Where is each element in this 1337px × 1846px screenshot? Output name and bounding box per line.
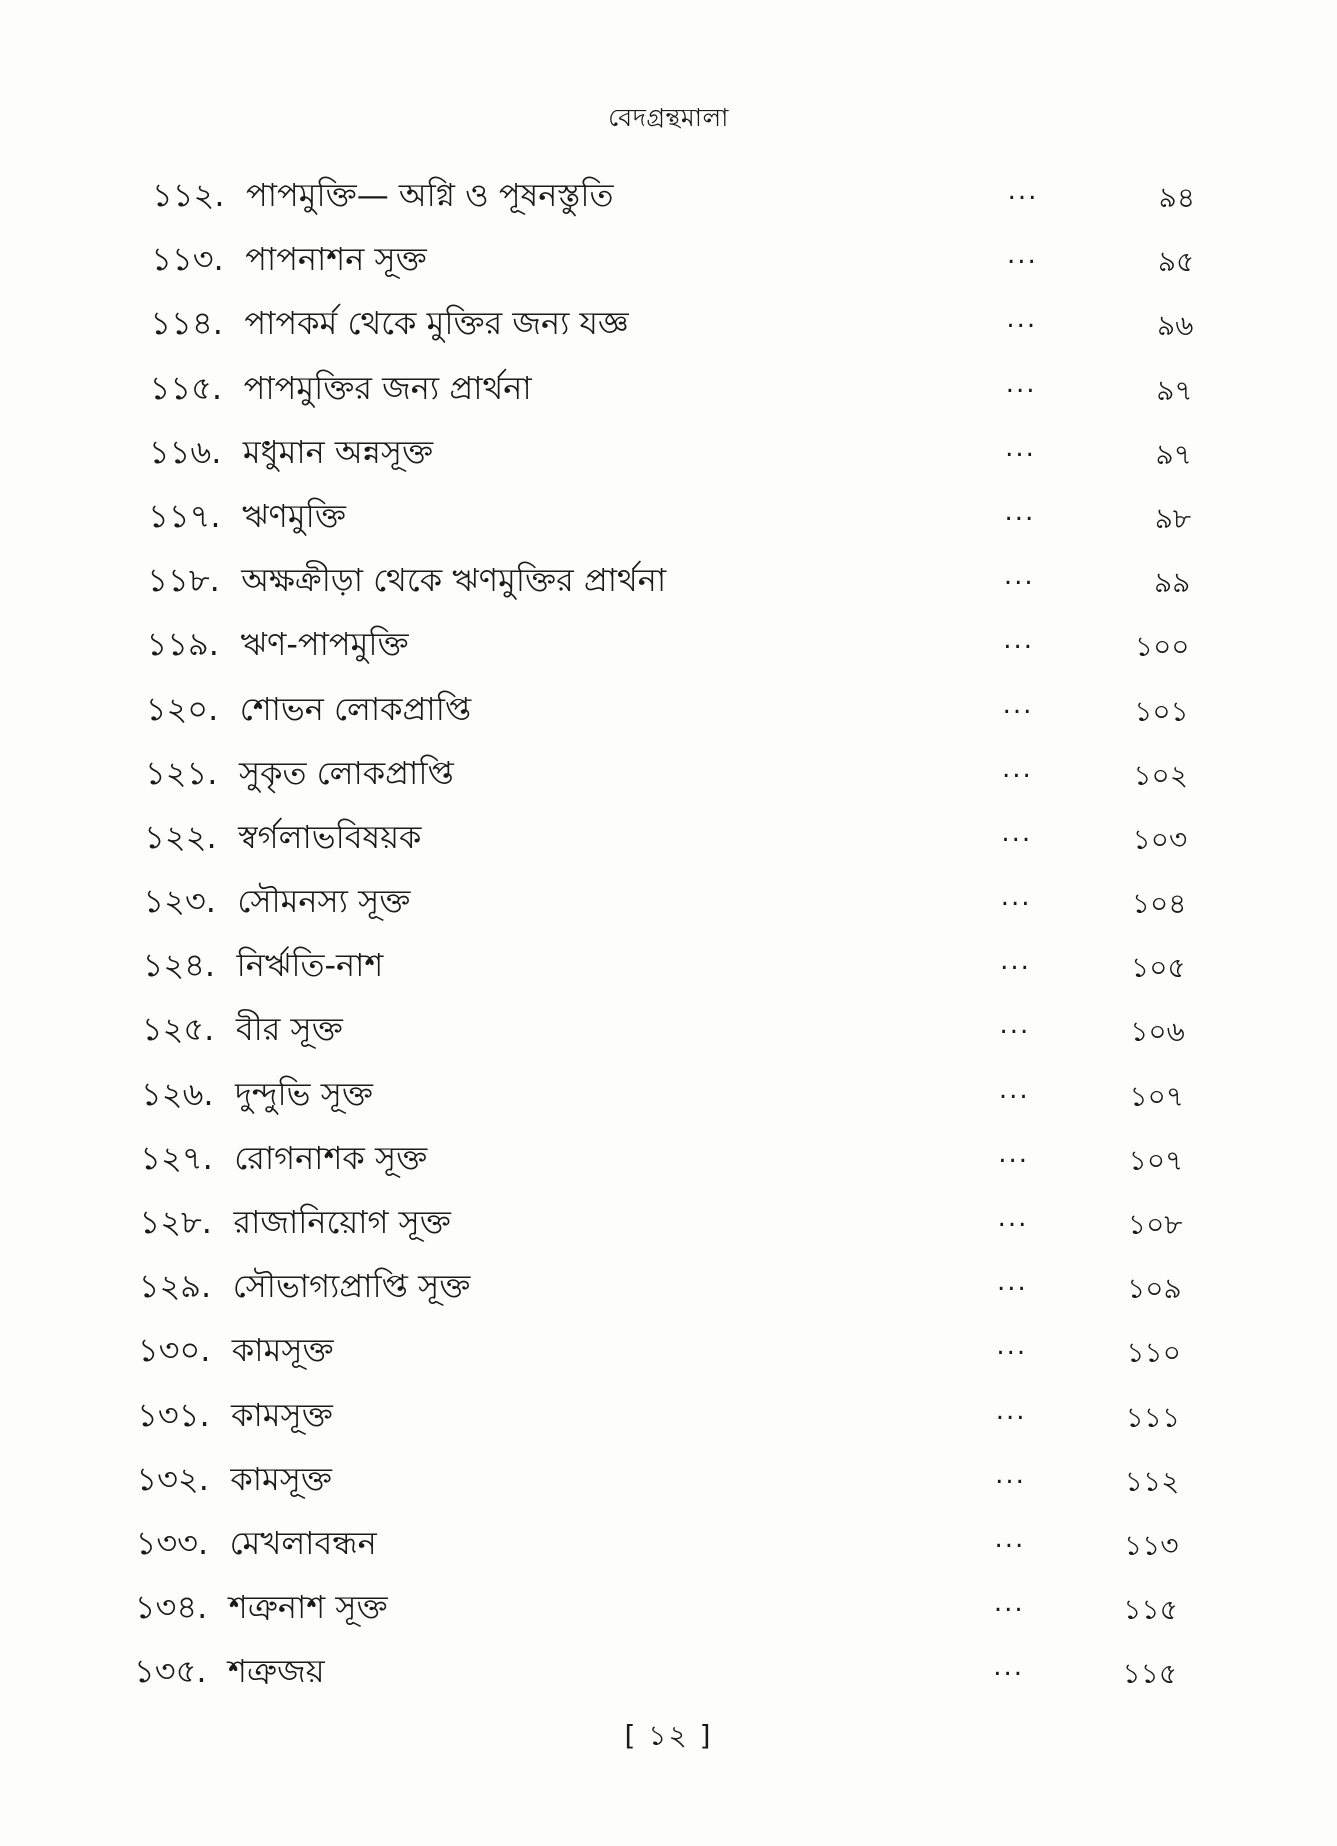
toc-entry: [0, 804, 1337, 868]
toc-entry-leader-dots: ...: [1001, 753, 1033, 784]
toc-entry-page: ১০৯: [1127, 1272, 1182, 1306]
toc-entry-page: ১০৮: [1127, 1208, 1183, 1241]
toc-entry-title: কামসূক্ত: [230, 1459, 333, 1498]
toc-entry-page: ১০৭: [1129, 1079, 1185, 1113]
toc-entry-title: পাপকর্ম থেকে মুক্তির জন্য যজ্ঞ: [244, 304, 629, 343]
toc-entry: [0, 611, 1337, 675]
toc-entry: [0, 1574, 1337, 1638]
toc-entry-number: ১৩০.: [137, 1331, 211, 1370]
toc-entry-page: ৯৭: [1156, 373, 1193, 407]
toc-entry: [0, 676, 1337, 740]
toc-entry-page: ১০৬: [1130, 1015, 1185, 1049]
toc-entry: [0, 226, 1337, 290]
toc-entry-title: নির্ঋতি-নাশ: [236, 946, 384, 985]
toc-entry: [0, 1189, 1337, 1253]
toc-entry-title: দুন্দুভি সূক্ত: [235, 1074, 373, 1113]
toc-entry-number: ১৩১.: [137, 1395, 210, 1434]
toc-entry: [0, 868, 1337, 932]
toc-entry: [0, 1125, 1337, 1189]
toc-entry-leader-dots: ...: [995, 1459, 1026, 1490]
toc-entry-number: ১২১.: [144, 753, 218, 792]
toc-entry-title: বীর সূক্ত: [235, 1010, 343, 1049]
toc-entry-number: ১২৯.: [138, 1267, 212, 1306]
toc-entry-number: ১১৯.: [146, 625, 219, 664]
toc-entry-title: ঋণমুক্তি: [242, 496, 346, 535]
toc-entry-leader-dots: ...: [995, 1395, 1027, 1426]
toc-entry-page: ১১৫: [1122, 1657, 1177, 1691]
toc-entry: [0, 1510, 1337, 1574]
toc-entry: [0, 932, 1337, 996]
toc-entry-leader-dots: ...: [999, 1010, 1031, 1041]
toc-entry-page: ১১৫: [1123, 1593, 1178, 1627]
toc-entry-page: ১০৭: [1128, 1143, 1184, 1177]
toc-entry-leader-dots: ...: [996, 1331, 1028, 1362]
toc-entry-number: ১২৭.: [140, 1138, 213, 1177]
toc-entry-page: ১০৫: [1131, 951, 1186, 985]
toc-entry-leader-dots: ...: [994, 1523, 1026, 1554]
toc-entry-number: ১২৫.: [141, 1010, 215, 1049]
toc-entry-title: রোগনাশক সূক্ত: [234, 1138, 428, 1177]
toc-entry-page: ৯৪: [1158, 181, 1195, 214]
toc-entry-page: ১০১: [1134, 694, 1189, 728]
toc-entry-leader-dots: ...: [1000, 882, 1032, 913]
page-number-folio: [ ১২ ]: [624, 1719, 713, 1752]
toc-entry-title: কামসূক্ত: [231, 1395, 333, 1434]
toc-entry: [0, 547, 1337, 611]
toc-entry: [0, 162, 1337, 226]
toc-entry-leader-dots: ...: [993, 1588, 1025, 1619]
toc-entry-number: ১১৬.: [148, 432, 222, 471]
toc-entry-page: ৯৭: [1155, 437, 1192, 471]
toc-entry-number: ১২২.: [144, 817, 217, 856]
toc-entry-page: ৯৯: [1153, 566, 1191, 600]
toc-entry-leader-dots: ...: [1004, 496, 1036, 527]
toc-entry-page: ১০২: [1133, 758, 1188, 792]
toc-entry: [0, 355, 1337, 419]
running-head: বেদগ্রন্থমালা: [608, 103, 729, 132]
toc-entry-leader-dots: ...: [1003, 625, 1034, 656]
toc-entry-leader-dots: ...: [1005, 368, 1037, 399]
toc-entry-title: পাপমুক্তি— অগ্নি ও পূষনস্তুতি: [246, 176, 614, 214]
toc-entry-page: ১১১: [1125, 1400, 1181, 1434]
toc-entry: [0, 1446, 1337, 1510]
toc-entry: [0, 1638, 1337, 1702]
toc-entry-title: কামসূক্ত: [231, 1331, 334, 1370]
toc-entry: [0, 483, 1337, 547]
toc-entry-number: ১১৪.: [150, 304, 223, 343]
toc-entry-leader-dots: ...: [1003, 561, 1035, 592]
toc-entry-leader-dots: ...: [996, 1267, 1028, 1298]
toc-entry-title: সৌমনস্য সূক্ত: [237, 882, 411, 921]
toc-entry: [0, 1061, 1337, 1125]
toc-entry-page: ১০০: [1134, 630, 1190, 664]
table-of-contents: [0, 162, 1337, 1703]
toc-entry-leader-dots: ...: [998, 1074, 1030, 1105]
toc-entry-leader-dots: ...: [1005, 432, 1036, 463]
toc-entry-number: ১২৮.: [139, 1203, 212, 1241]
toc-entry-title: শোভন লোকপ্রাপ্তি: [239, 689, 472, 728]
toc-entry-leader-dots: ...: [1006, 304, 1038, 335]
toc-entry-number: ১২৪.: [142, 946, 216, 985]
toc-entry-number: ১১৮.: [147, 561, 220, 600]
toc-entry-leader-dots: ...: [1001, 817, 1033, 848]
toc-entry: [0, 1382, 1337, 1446]
toc-entry-number: ১৩৩.: [135, 1523, 209, 1562]
toc-entry-page: ৯৮: [1154, 501, 1192, 535]
toc-entry-number: ১১৩.: [151, 240, 224, 279]
toc-entry-title: ঋণ-পাপমুক্তি: [240, 625, 409, 664]
toc-entry-page: ৯৫: [1157, 245, 1195, 279]
toc-entry-title: রাজানিয়োগ সূক্ত: [233, 1203, 451, 1241]
toc-entry-page: ১১৩: [1124, 1528, 1179, 1562]
toc-entry-page: ১০৩: [1132, 822, 1188, 856]
toc-entry-number: ১১২.: [152, 176, 225, 214]
toc-entry-number: ১১৭.: [148, 496, 221, 535]
toc-entry-leader-dots: ...: [1002, 689, 1034, 720]
toc-entry-number: ১১৫.: [149, 368, 223, 407]
toc-entry: [0, 1317, 1337, 1381]
toc-entry: [0, 419, 1337, 483]
toc-entry-number: ১২৩.: [143, 882, 216, 921]
toc-entry: [0, 996, 1337, 1060]
toc-entry-title: পাপনাশন সূক্ত: [245, 240, 427, 279]
toc-entry-page: ১১২: [1124, 1464, 1180, 1498]
toc-entry-leader-dots: ...: [997, 1203, 1029, 1233]
toc-entry-leader-dots: ...: [998, 1138, 1029, 1169]
toc-entry-leader-dots: ...: [993, 1652, 1024, 1683]
toc-entry-number: ১৩৪.: [134, 1588, 208, 1627]
toc-entry-leader-dots: ...: [1006, 240, 1038, 271]
toc-entry-number: ১২০.: [145, 689, 219, 728]
toc-entry-leader-dots: ...: [1000, 946, 1031, 977]
toc-entry-number: ১৩৫.: [134, 1652, 207, 1691]
toc-entry-title: অক্ষক্রীড়া থেকে ঋণমুক্তির প্রার্থনা: [241, 561, 667, 600]
toc-entry-title: পাপমুক্তির জন্য প্রার্থনা: [243, 368, 532, 407]
toc-entry-leader-dots: ...: [1007, 176, 1039, 206]
toc-entry: [0, 290, 1337, 354]
toc-entry-title: সুকৃত লোকপ্রাপ্তি: [238, 753, 454, 792]
toc-entry: [0, 1253, 1337, 1317]
toc-entry: [0, 740, 1337, 804]
toc-entry-title: সৌভাগ্যপ্রাপ্তি সূক্ত: [232, 1267, 471, 1306]
toc-entry-title: মধুমান অন্নসূক্ত: [242, 432, 434, 471]
toc-entry-page: ১১০: [1126, 1336, 1181, 1370]
toc-entry-title: শত্রুজয়: [228, 1652, 325, 1691]
toc-entry-title: শত্রুনাশ সূক্ত: [228, 1588, 388, 1627]
toc-entry-number: ১৩২.: [136, 1459, 209, 1498]
toc-entry-title: মেখলাবন্ধন: [229, 1523, 377, 1562]
toc-entry-page: ৯৬: [1157, 309, 1194, 343]
toc-entry-title: স্বর্গলাভবিষয়ক: [238, 817, 422, 856]
toc-entry-number: ১২৬.: [141, 1074, 214, 1113]
toc-entry-page: ১০৪: [1131, 887, 1187, 921]
